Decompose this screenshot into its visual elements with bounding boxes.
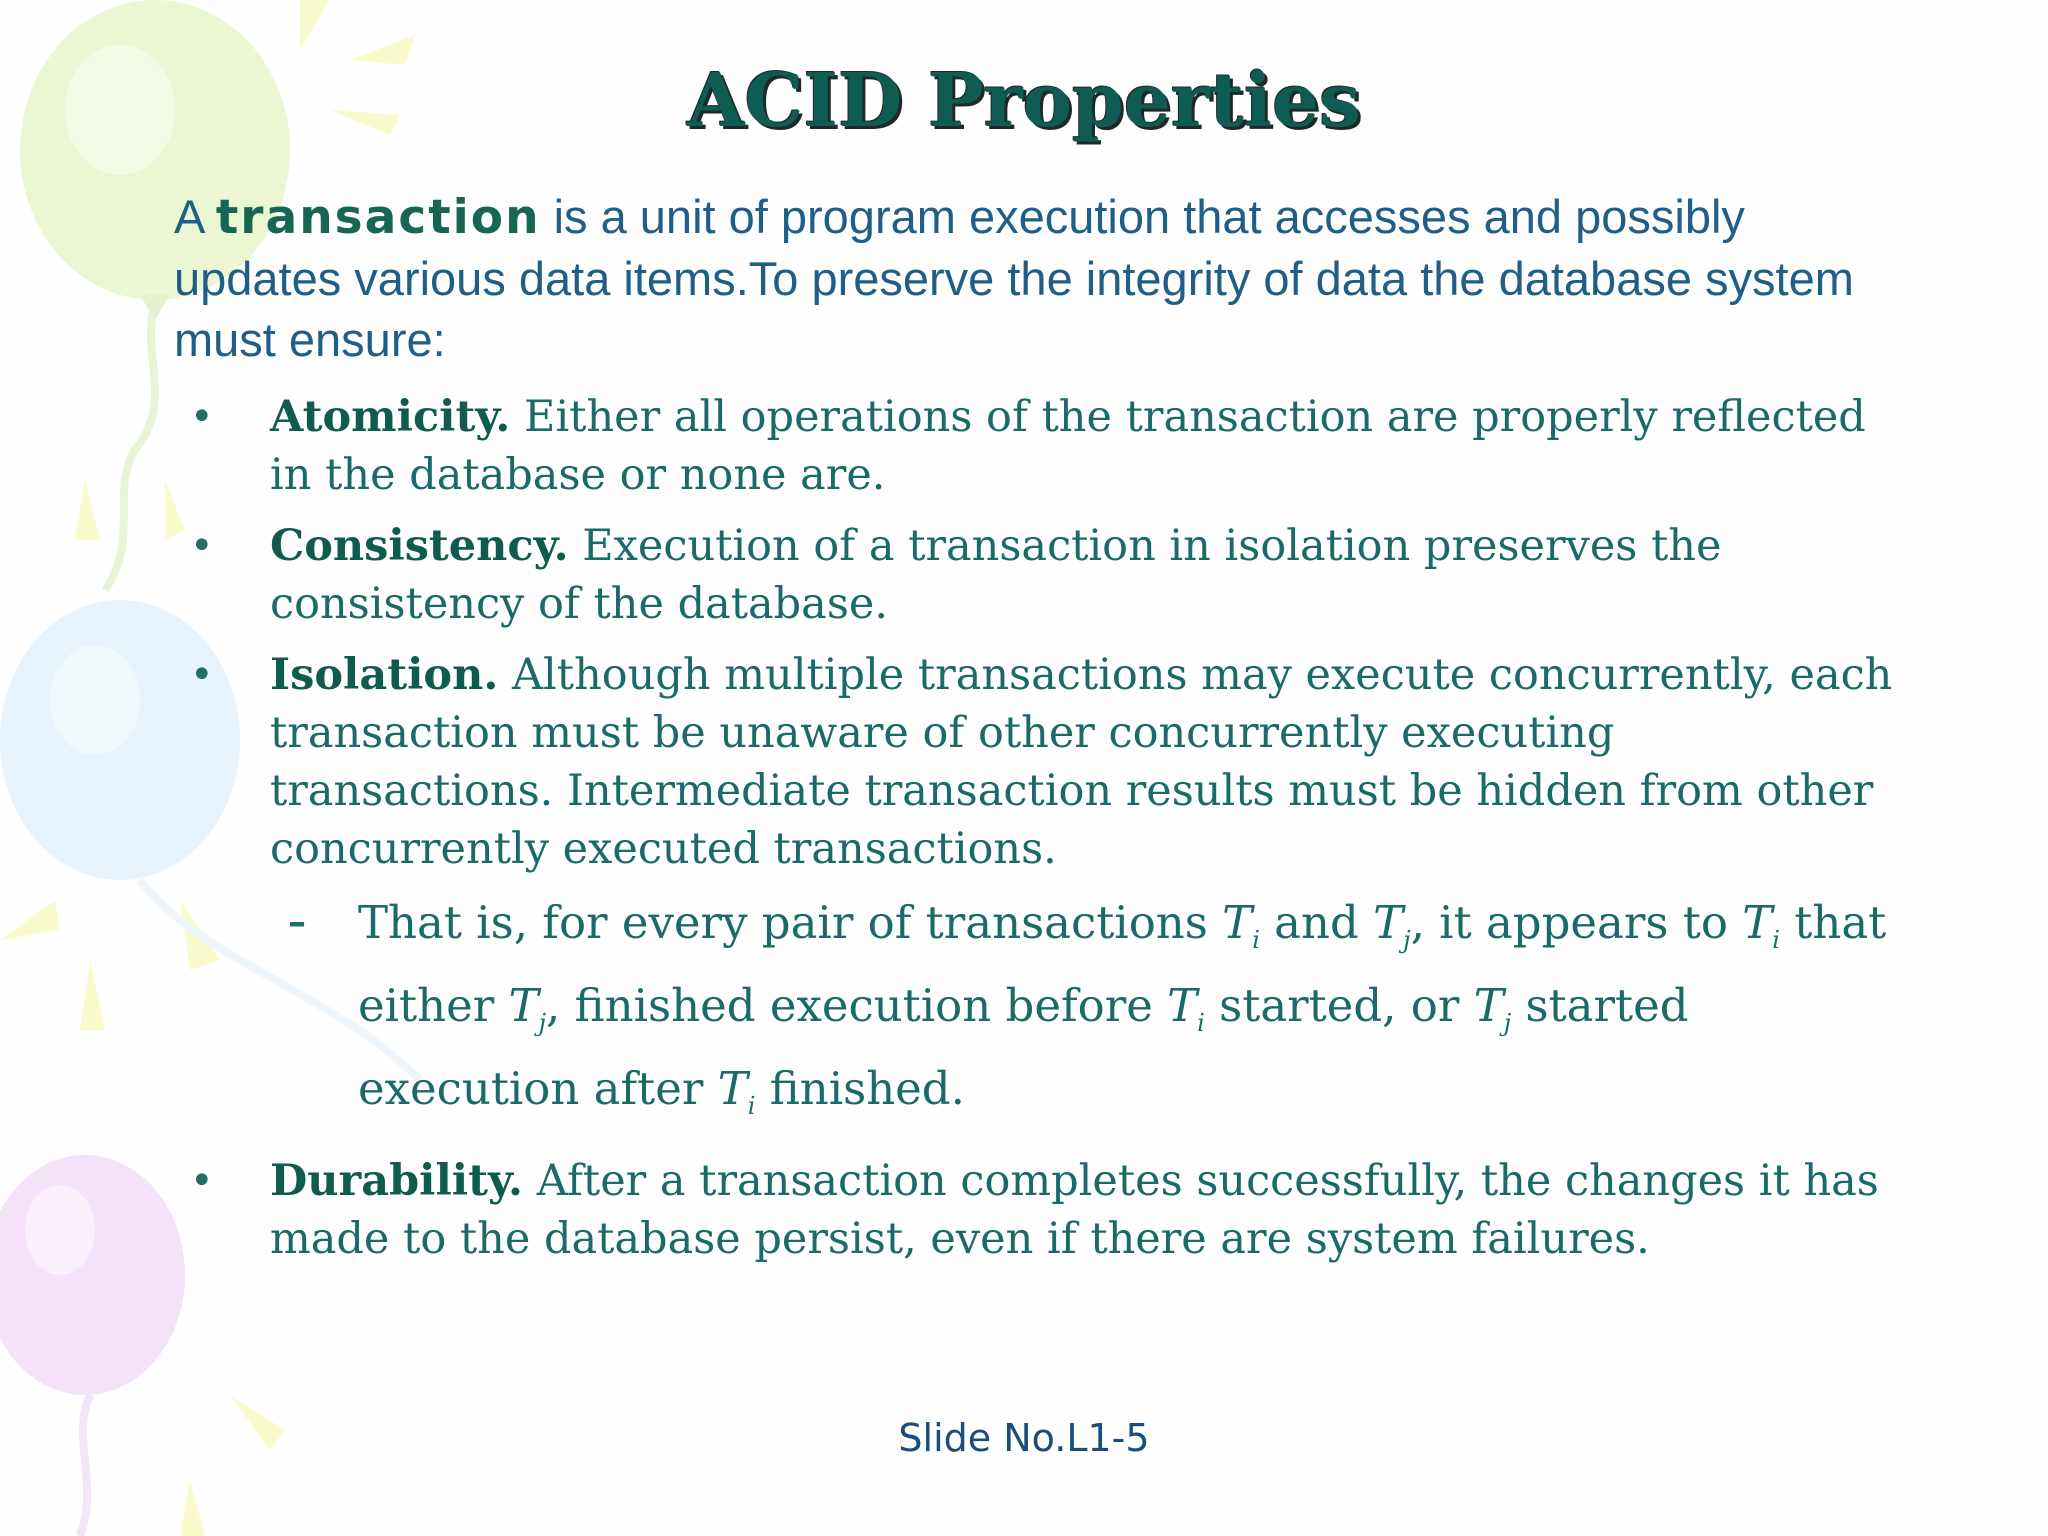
var-sub-i: i (1252, 926, 1260, 954)
var-t: T (508, 979, 539, 1032)
sub-text-and: and (1259, 896, 1374, 949)
sun-ray (180, 1480, 205, 1536)
bullet-text: Execution of a transaction in isolation preserves the consistency of the database. (270, 521, 1722, 629)
bullet-consistency (190, 517, 1910, 633)
var-t: T (1167, 979, 1198, 1032)
sun-ray (0, 900, 60, 940)
var-t: T (1742, 896, 1773, 949)
bullet-icon: • (190, 1158, 214, 1204)
var-sub-i: i (1772, 926, 1780, 954)
acid-bullet-list (190, 388, 1910, 1281)
bullet-text: Either all operations of the transaction are properly reflected in the database or none are. (270, 392, 1866, 500)
var-sub-j: j (538, 1009, 547, 1037)
balloon-purple (0, 1155, 185, 1536)
bullet-icon: • (190, 394, 214, 440)
bullet-term: Durability. (270, 1156, 524, 1206)
var-sub-i: i (747, 1092, 756, 1120)
bullet-durability (190, 1152, 1910, 1268)
sub-text-2: , it appears to (1410, 896, 1743, 949)
bullet-term: Isolation. (270, 650, 499, 700)
sun-ray (165, 480, 185, 540)
sub-text-6: started execution after (358, 979, 1689, 1115)
sub-text-5: started, or (1204, 979, 1474, 1032)
bullet-term: Consistency. (270, 521, 569, 571)
bullet-icon: • (190, 523, 214, 569)
sub-text-1: That is, for every pair of transactions (358, 896, 1223, 949)
isolation-sub-bullet (270, 890, 1910, 1139)
sub-text-4: , finished execution before (546, 979, 1168, 1032)
bullet-isolation (190, 646, 1910, 1139)
bullet-term: Atomicity. (270, 392, 511, 442)
sub-text-3: that either (358, 896, 1887, 1032)
var-t: T (1373, 896, 1404, 949)
var-sub-j: j (1403, 926, 1411, 954)
var-sub-i: i (1197, 1009, 1205, 1037)
intro-rest: is a unit of program execution that accesses and possibly updates various data items.To preserve the integrity of data the database system must ensure: (174, 190, 1854, 366)
sub-text-7: finished. (755, 1062, 965, 1115)
bullet-text: Although multiple transactions may execute concurrently, each transaction must be unaware of other concurrently executing transactions. Intermediate transaction results must be hidden from other concurrently executed transactions. (270, 650, 1893, 874)
slide-title: ACID Properties (687, 58, 1361, 144)
var-sub-j: j (1503, 1009, 1512, 1037)
intro-prefix: A (174, 190, 216, 243)
sun-ray (75, 480, 100, 540)
slide-number: Slide No.L1-5 (898, 1416, 1150, 1460)
sun-ray (300, 0, 330, 50)
sun-ray (80, 960, 105, 1030)
var-t: T (1473, 979, 1504, 1032)
var-t: T (1222, 896, 1253, 949)
bullet-icon: • (190, 652, 214, 698)
bullet-text: After a transaction completes successfully, the changes it has made to the database persist, even if there are system failures. (270, 1156, 1879, 1264)
intro-paragraph (174, 186, 1894, 370)
dash-icon: – (288, 902, 306, 943)
intro-term: transaction (215, 190, 541, 245)
bullet-atomicity (190, 388, 1910, 504)
var-t: T (717, 1062, 748, 1115)
